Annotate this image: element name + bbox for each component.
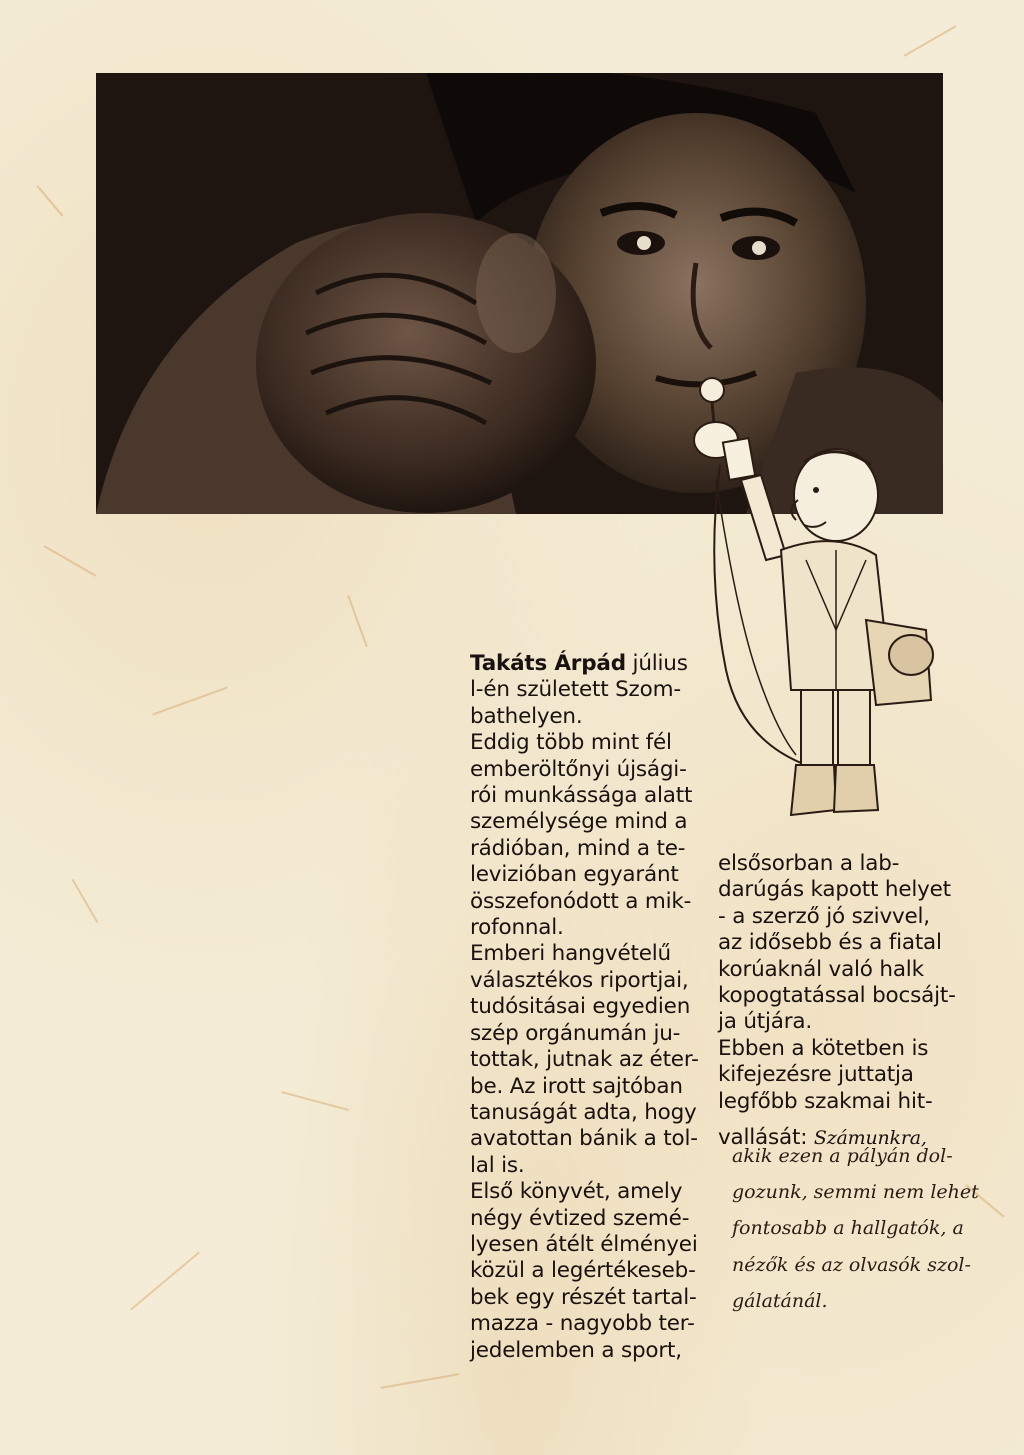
- paper-fiber: [72, 879, 99, 923]
- paper-fiber: [281, 1091, 349, 1111]
- bio-line: emberöltőnyi újsági-: [470, 756, 687, 782]
- bio-line: [470, 651, 695, 677]
- bio-line: be. Az irott sajtóban: [470, 1073, 683, 1099]
- bio-line: Eddig több mint fél: [470, 730, 672, 756]
- paper-fiber: [904, 25, 957, 57]
- bio-line: ja útjára.: [718, 1009, 813, 1035]
- bio-line: választékos riportjai,: [470, 967, 689, 993]
- motto-quote: [732, 1138, 979, 1319]
- bio-line: szép orgánumán ju-: [470, 1020, 681, 1046]
- bio-line: lyesen átélt élményei: [470, 1231, 698, 1257]
- bio-line: rói munkássága alatt: [470, 783, 693, 809]
- bio-line: közül a legértékeseb-: [470, 1258, 696, 1284]
- motto-line: akik ezen a pályán dol-: [732, 1145, 953, 1167]
- biography-column-1: [470, 651, 699, 1364]
- paper-fiber: [152, 686, 228, 715]
- reporter-caricature-art: [686, 370, 956, 840]
- bio-line: lal is.: [470, 1152, 525, 1178]
- bio-line: bek egy részét tartal-: [470, 1284, 697, 1310]
- bio-line: személysége mind a: [470, 809, 688, 835]
- bio-line: jedelemben a sport,: [470, 1337, 682, 1363]
- bio-line: Ebben a kötetben is: [718, 1035, 929, 1061]
- motto-line: nézők és az olvasók szol-: [732, 1253, 971, 1276]
- motto-first-word: Számunkra,: [813, 1127, 927, 1150]
- paper-fiber: [44, 545, 97, 577]
- bio-line: az idősebb és a fiatal: [718, 930, 942, 956]
- bio-line: tudósitásai egyedien: [470, 994, 691, 1020]
- bio-line: rádióban, mind a te-: [470, 835, 686, 861]
- bio-line: legfőbb szakmai hit-: [718, 1088, 933, 1114]
- bio-line: kopogtatással bocsájt-: [718, 983, 956, 1009]
- bio-line: elsősorban a lab-: [718, 851, 900, 876]
- biography-column-2: [718, 851, 956, 1151]
- bio-line: l-én született Szom-: [470, 677, 681, 703]
- bio-line: Első könyvét, amely: [470, 1179, 683, 1205]
- bio-line: tanuságát adta, hogy: [470, 1099, 697, 1125]
- bio-line: - a szerző jó szivvel,: [718, 903, 930, 929]
- paper-fiber: [380, 1373, 459, 1389]
- bio-line: kifejezésre juttatja: [718, 1062, 914, 1088]
- paper-fiber: [36, 185, 63, 217]
- motto-line: gozunk, semmi nem lehet: [732, 1181, 979, 1204]
- bio-line: darúgás kapott helyet: [718, 877, 951, 903]
- bio-line: rofonnal.: [470, 915, 564, 941]
- bio-line-text: július: [625, 651, 688, 676]
- bio-line: avatottan bánik a tol-: [470, 1126, 698, 1152]
- motto-line: fontosabb a hallgatók, a: [732, 1217, 964, 1240]
- bio-line-text: vallását:: [718, 1125, 814, 1151]
- bio-line: tottak, jutnak az éter-: [470, 1047, 699, 1073]
- author-name: Takáts Árpád: [470, 651, 626, 676]
- reporter-caricature-icon: [686, 370, 956, 840]
- motto-line: gálatánál.: [732, 1289, 828, 1312]
- bio-line: bathelyen.: [470, 703, 583, 729]
- bio-line: mazza - nagyobb ter-: [470, 1311, 695, 1337]
- paper-fiber: [130, 1251, 200, 1310]
- bio-line: összefonódott a mik-: [470, 888, 692, 914]
- paper-fiber: [347, 595, 368, 647]
- bio-line: levizióban egyaránt: [470, 862, 679, 888]
- bio-line: négy évtized szemé-: [470, 1205, 690, 1231]
- bio-line: Emberi hangvételű: [470, 941, 671, 967]
- bio-line: korúaknál való halk: [718, 956, 924, 982]
